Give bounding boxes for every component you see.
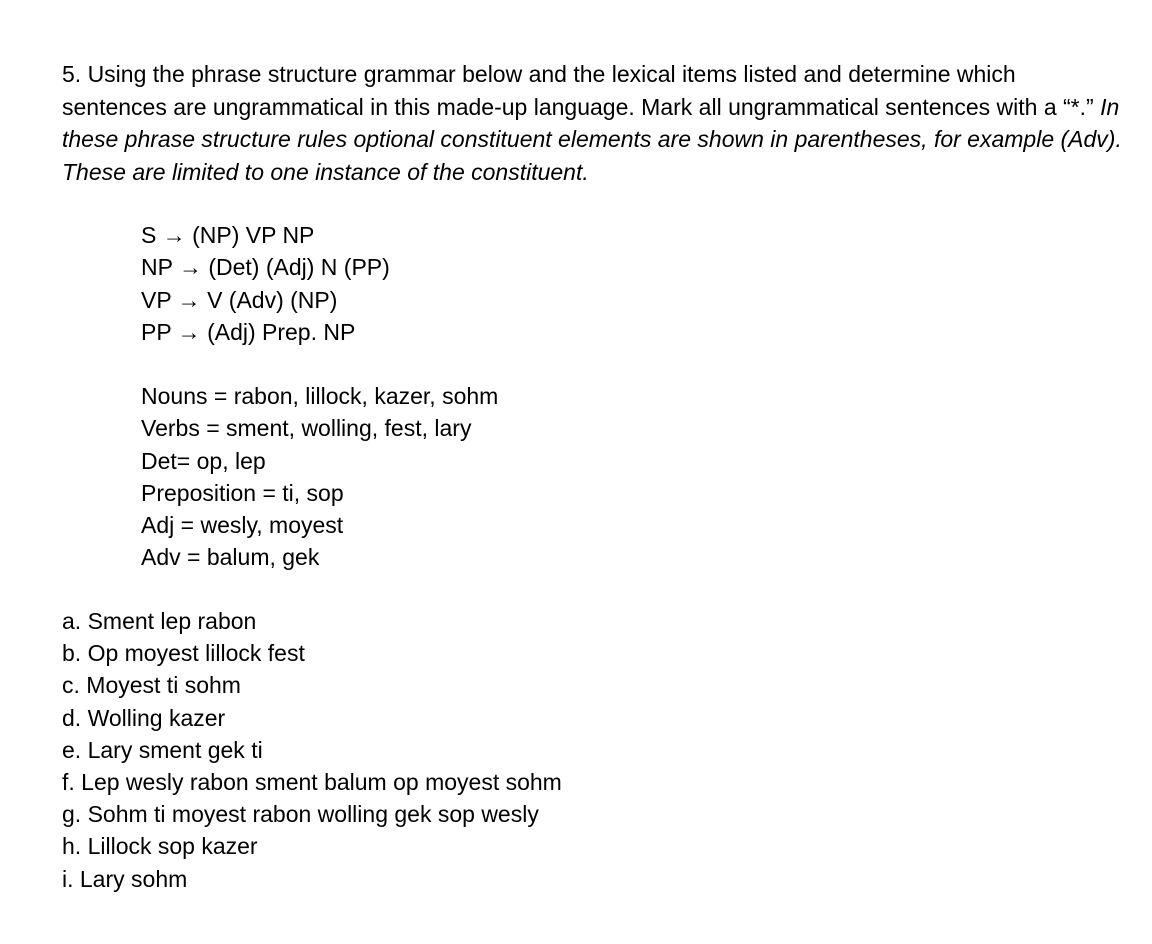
rule-np: [141, 251, 390, 283]
sentence-g: g. Sohm ti moyest rabon wolling gek sop wesly: [62, 801, 539, 828]
rule-lhs: PP: [141, 318, 172, 345]
lexicon-nouns: Nouns = rabon, lillock, kazer, sohm: [141, 383, 499, 409]
rule-lhs: NP: [141, 254, 173, 281]
sentence-f: f. Lep wesly rabon sment balum op moyest sohm: [62, 768, 562, 795]
lexicon-preposition: Preposition = ti, sop: [141, 479, 344, 506]
rule-s: [141, 219, 390, 251]
rule-rhs: (Det) (Adj) N (PP): [208, 254, 390, 281]
sentence-i: i. Lary sohm: [62, 865, 188, 892]
question-text: [62, 58, 1122, 188]
rule-rhs: (NP) VP NP: [192, 222, 315, 248]
rule-pp: [141, 316, 390, 348]
lexicon-det: Det= op, lep: [141, 447, 266, 474]
rule-rhs: (Adj) Prep. NP: [207, 318, 356, 345]
lexicon-verbs: Verbs = sment, wolling, fest, lary: [141, 415, 472, 442]
rule-vp: [141, 284, 390, 316]
sentence-h: h. Lillock sop kazer: [62, 833, 258, 860]
lexical-items: [141, 380, 498, 574]
sentence-b: b. Op moyest lillock fest: [62, 640, 305, 667]
arrow-icon: →: [178, 254, 202, 281]
arrow-icon: →: [177, 318, 201, 345]
sentence-c: c. Moyest ti sohm: [62, 672, 241, 699]
rule-lhs: S: [141, 222, 157, 248]
arrow-icon: →: [162, 222, 186, 248]
rule-lhs: VP: [141, 286, 172, 313]
sentence-d: d. Wolling kazer: [62, 704, 226, 731]
sentence-a: a. Sment lep rabon: [62, 608, 257, 634]
sentence-e: e. Lary sment gek ti: [62, 736, 263, 763]
rule-rhs: V (Adv) (NP): [207, 286, 338, 313]
phrase-structure-rules: [141, 219, 390, 348]
question-instructions: 5. Using the phrase structure grammar below and the lexical items listed and determine which sentences are ungrammatical in this made-up language. Mark all ungrammatical sentences with a “*.”: [62, 61, 1094, 120]
lexicon-adj: Adj = wesly, moyest: [141, 512, 344, 539]
lexicon-adv: Adv = balum, gek: [141, 544, 320, 571]
arrow-icon: →: [177, 286, 201, 313]
sentence-list: [62, 605, 562, 895]
question-note: In these phrase structure rules optional constituent elements are shown in parentheses, for example (Adv). These are limited to one instance of the constituent.: [62, 93, 1122, 185]
question-prompt: [62, 58, 1122, 188]
